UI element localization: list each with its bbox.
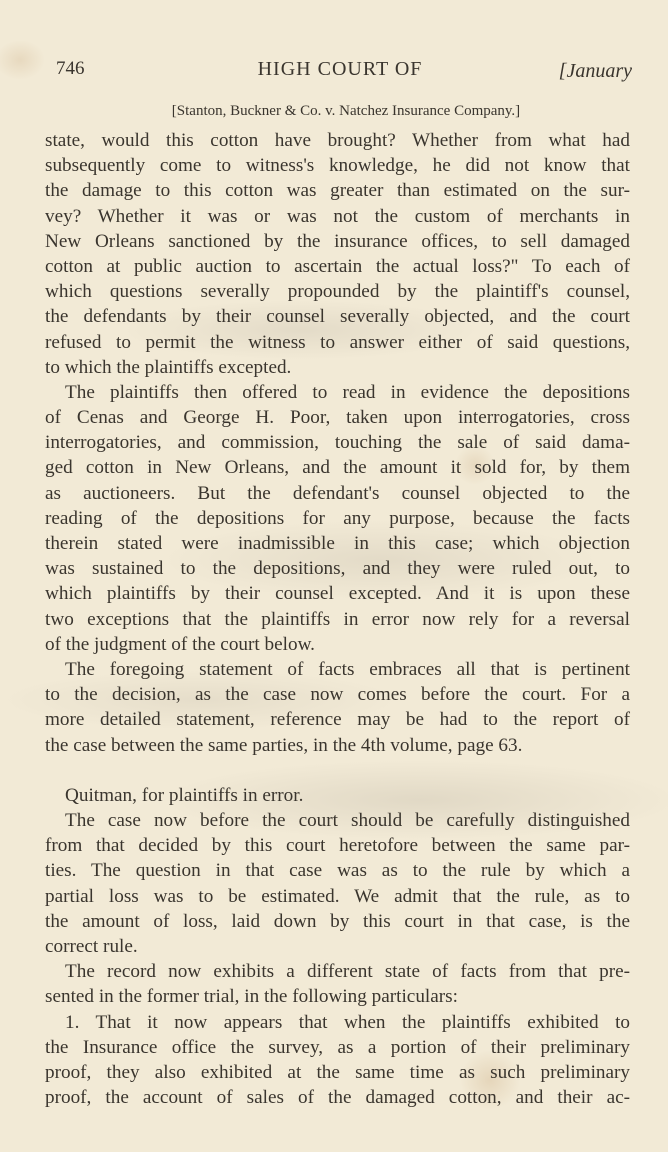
text-line: subsequently come to witness's knowledge, he did not know that [45, 155, 630, 177]
text-line: cotton at public auction to ascertain the actual loss?" To each of [45, 255, 630, 277]
page-body [45, 128, 630, 1110]
text-line: was sustained to the depositions, and they were ruled out, to [45, 558, 630, 580]
text-line: the Insurance office the survey, as a portion of their preliminary [45, 1036, 630, 1058]
text-line: the defendants by their counsel severally objected, and the court [45, 306, 630, 328]
text-line: the damage to this cotton was greater than estimated on the sur- [45, 180, 630, 202]
paragraph [45, 959, 630, 1009]
text-line: The record now exhibits a different state of facts from that pre- [65, 961, 630, 983]
paragraph [45, 1010, 630, 1111]
text-line: correct rule. [45, 936, 138, 957]
text-line: the amount of loss, laid down by this court in that case, is the [45, 910, 630, 932]
text-line: The foregoing statement of facts embraces all that is pertinent [65, 658, 630, 680]
paragraph [45, 128, 630, 380]
text-line: vey? Whether it was or was not the custom of merchants in [45, 205, 630, 227]
text-line: more detailed statement, reference may be had to the report of [45, 709, 630, 731]
text-line: New Orleans sanctioned by the insurance offices, to sell damaged [45, 230, 630, 252]
text-line: to the decision, as the case now comes before the court. For a [45, 684, 630, 706]
text-line: which plaintiffs by their counsel excepted. And it is upon these [45, 583, 630, 605]
text-line: to which the plaintiffs excepted. [45, 356, 292, 378]
text-line: proof, they also exhibited at the same time as such preliminary [45, 1061, 630, 1083]
text-line: ged cotton in New Orleans, and the amount it sold for, by them [45, 457, 630, 479]
text-line: refused to permit the witness to answer either of said questions, [45, 331, 630, 353]
text-line: interrogatories, and commission, touching the sale of said dama- [45, 432, 630, 454]
text-line: therein stated were inadmissible in this case; which objection [45, 533, 630, 554]
text-line: The plaintiffs then offered to read in evidence the depositions [65, 381, 630, 403]
text-line: state, would this cotton have brought? Whether from what had [45, 130, 630, 151]
paragraph [45, 380, 630, 657]
text-line: sented in the former trial, in the following particulars: [45, 986, 458, 1008]
page-header [48, 58, 632, 88]
text-line: partial loss was to be estimated. We admit that the rule, as to [45, 885, 630, 907]
text-line: the case between the same parties, in the 4th volume, page 63. [45, 734, 523, 756]
running-month: [January [558, 60, 632, 82]
text-line: of the judgment of the court below. [45, 633, 315, 655]
paragraph-gap [45, 758, 630, 783]
case-title: [Stanton, Buckner & Co. v. Natchez Insurance Company.] [171, 103, 521, 119]
text-line: which questions severally propounded by the plaintiff's counsel, [45, 281, 630, 303]
paragraph [45, 783, 630, 808]
page-number: 746 [56, 58, 85, 79]
text-line: two exceptions that the plaintiffs in error now rely for a reversal [45, 608, 630, 630]
text-line: Quitman, for plaintiffs in error. [65, 784, 304, 806]
text-line: of Cenas and George H. Poor, taken upon interrogatories, cross [45, 407, 630, 429]
text-line: reading of the depositions for any purpose, because the facts [45, 507, 630, 529]
text-line: ties. The question in that case was as to the rule by which a [45, 860, 630, 882]
paragraph [45, 657, 630, 758]
text-line: proof, the account of sales of the damaged cotton, and their ac- [45, 1087, 630, 1109]
text-line: from that decided by this court heretofore between the same par- [45, 835, 630, 857]
running-title: HIGH COURT OF [257, 58, 423, 80]
paragraph [45, 808, 630, 959]
text-line: 1. That it now appears that when the plaintiffs exhibited to [65, 1011, 630, 1033]
text-line: The case now before the court should be carefully distinguished [65, 810, 630, 832]
text-line: as auctioneers. But the defendant's counsel objected to the [45, 482, 630, 504]
